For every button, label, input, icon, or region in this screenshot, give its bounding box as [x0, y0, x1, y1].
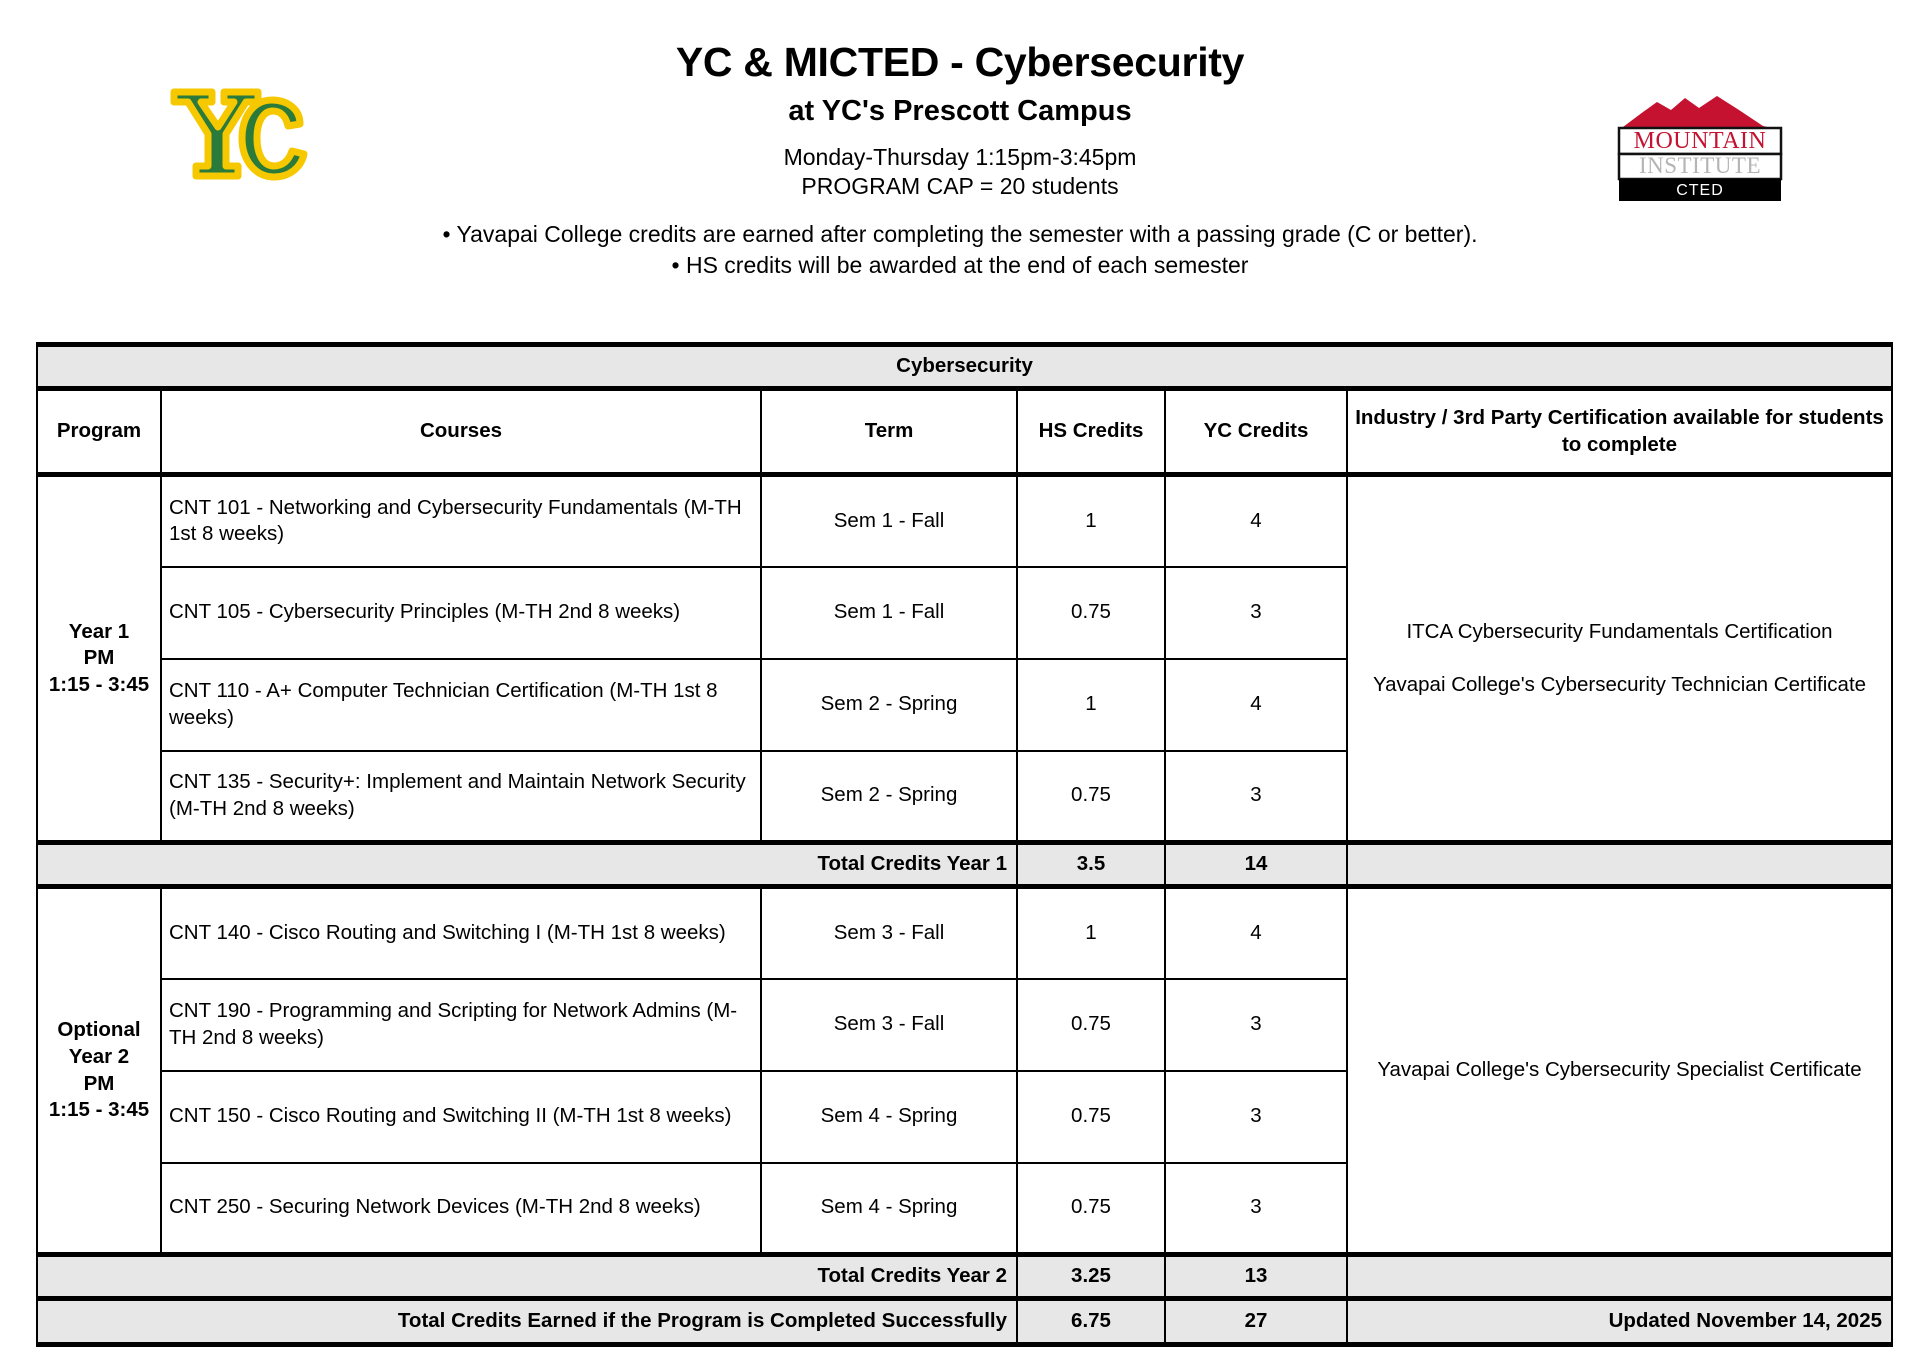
- total-row-year2: [37, 1255, 1892, 1299]
- total-row-year1: [37, 843, 1892, 887]
- course-name: CNT 101 - Networking and Cybersecurity Fundamentals (M-TH 1st 8 weeks): [161, 475, 761, 567]
- certification-line-1: ITCA Cybersecurity Fundamentals Certification: [1406, 619, 1833, 643]
- course-yc-credits: 3: [1165, 751, 1347, 843]
- course-hs-credits: 1: [1017, 887, 1165, 979]
- program-table-container: [36, 342, 1891, 1347]
- svg-text:MOUNTAIN: MOUNTAIN: [1633, 128, 1767, 154]
- course-term: Sem 1 - Fall: [761, 567, 1017, 659]
- col-header-certification: Industry / 3rd Party Certification available for students to complete: [1347, 389, 1892, 475]
- course-name: CNT 110 - A+ Computer Technician Certification (M-TH 1st 8 weeks): [161, 659, 761, 751]
- program-cap-line: PROGRAM CAP = 20 students: [801, 173, 1119, 200]
- course-hs-credits: 0.75: [1017, 979, 1165, 1071]
- course-yc-credits: 4: [1165, 887, 1347, 979]
- program-label-line1: Optional: [57, 1018, 141, 1042]
- program-label-line1: Year 1: [68, 619, 130, 643]
- table-banner-row: [37, 345, 1892, 389]
- program-label-line4: 1:15 - 3:45: [48, 1098, 150, 1122]
- course-hs-credits: 0.75: [1017, 1163, 1165, 1255]
- program-label-line3: 1:15 - 3:45: [48, 672, 150, 696]
- col-header-hs-credits: HS Credits: [1017, 389, 1165, 475]
- program-label-line2: PM: [83, 646, 115, 670]
- course-hs-credits: 0.75: [1017, 751, 1165, 843]
- course-name: CNT 190 - Programming and Scripting for Network Admins (M-TH 2nd 8 weeks): [161, 979, 761, 1071]
- certification-line-1: Yavapai College's Cybersecurity Specialist Certificate: [1377, 1058, 1862, 1082]
- page-title: YC & MICTED - Cybersecurity: [675, 39, 1245, 85]
- course-yc-credits: 3: [1165, 1163, 1347, 1255]
- program-table: [36, 342, 1893, 1347]
- course-hs-credits: 0.75: [1017, 1071, 1165, 1163]
- notes-block: [0, 219, 1920, 281]
- total-year2-hs: 3.25: [1017, 1255, 1165, 1299]
- grand-total-hs: 6.75: [1017, 1299, 1165, 1345]
- note-hs-credits: • HS credits will be awarded at the end of each semester: [671, 252, 1249, 279]
- course-term: Sem 4 - Spring: [761, 1163, 1017, 1255]
- total-year1-label: Total Credits Year 1: [37, 843, 1017, 887]
- total-year1-yc: 14: [1165, 843, 1347, 887]
- total-year1-hs: 3.5: [1017, 843, 1165, 887]
- certification-year2: [1347, 887, 1892, 1255]
- course-name: CNT 140 - Cisco Routing and Switching I (M-TH 1st 8 weeks): [161, 887, 761, 979]
- col-header-courses: Courses: [161, 389, 761, 475]
- page-header: [0, 0, 1920, 330]
- grand-total-label: Total Credits Earned if the Program is Completed Successfully: [37, 1299, 1017, 1345]
- col-header-term: Term: [761, 389, 1017, 475]
- course-term: Sem 2 - Spring: [761, 751, 1017, 843]
- course-name: CNT 105 - Cybersecurity Principles (M-TH 2nd 8 weeks): [161, 567, 761, 659]
- course-hs-credits: 1: [1017, 659, 1165, 751]
- course-term: Sem 4 - Spring: [761, 1071, 1017, 1163]
- course-yc-credits: 4: [1165, 475, 1347, 567]
- certification-year1: [1347, 475, 1892, 843]
- grand-total-yc: 27: [1165, 1299, 1347, 1345]
- course-hs-credits: 0.75: [1017, 567, 1165, 659]
- program-label-year1: [37, 475, 161, 843]
- course-yc-credits: 3: [1165, 1071, 1347, 1163]
- course-name: CNT 250 - Securing Network Devices (M-TH 2nd 8 weeks): [161, 1163, 761, 1255]
- program-label-year2: [37, 887, 161, 1255]
- table-header-row: [37, 389, 1892, 475]
- page-subtitle: at YC's Prescott Campus: [788, 94, 1132, 127]
- program-label-line3: PM: [83, 1071, 115, 1095]
- total-year1-cert-blank: [1347, 843, 1892, 887]
- banner-cybersecurity: Cybersecurity: [37, 345, 1892, 389]
- total-year2-yc: 13: [1165, 1255, 1347, 1299]
- updated-date: Updated November 14, 2025: [1347, 1299, 1892, 1345]
- course-name: CNT 135 - Security+: Implement and Maintain Network Security (M-TH 2nd 8 weeks): [161, 751, 761, 843]
- program-label-line2: Year 2: [68, 1044, 130, 1068]
- course-yc-credits: 3: [1165, 979, 1347, 1071]
- svg-text:INSTITUTE: INSTITUTE: [1638, 153, 1762, 178]
- table-row: [37, 475, 1892, 567]
- course-term: Sem 2 - Spring: [761, 659, 1017, 751]
- course-term: Sem 3 - Fall: [761, 979, 1017, 1071]
- col-header-program: Program: [37, 389, 161, 475]
- grand-total-row: [37, 1299, 1892, 1345]
- note-yc-credits: • Yavapai College credits are earned after completing the semester with a passing grade (C or better).: [442, 221, 1478, 248]
- total-year2-label: Total Credits Year 2: [37, 1255, 1017, 1299]
- course-term: Sem 3 - Fall: [761, 887, 1017, 979]
- certification-line-2: Yavapai College's Cybersecurity Technician Certificate: [1372, 672, 1867, 696]
- schedule-line: Monday-Thursday 1:15pm-3:45pm: [783, 144, 1137, 171]
- mountain-institute-cted-logo: [1613, 94, 1813, 206]
- course-term: Sem 1 - Fall: [761, 475, 1017, 567]
- table-row: [37, 887, 1892, 979]
- col-header-yc-credits: YC Credits: [1165, 389, 1347, 475]
- course-yc-credits: 4: [1165, 659, 1347, 751]
- svg-text:CTED: CTED: [1676, 182, 1724, 199]
- course-name: CNT 150 - Cisco Routing and Switching II (M-TH 1st 8 weeks): [161, 1071, 761, 1163]
- course-yc-credits: 3: [1165, 567, 1347, 659]
- course-hs-credits: 1: [1017, 475, 1165, 567]
- total-year2-cert-blank: [1347, 1255, 1892, 1299]
